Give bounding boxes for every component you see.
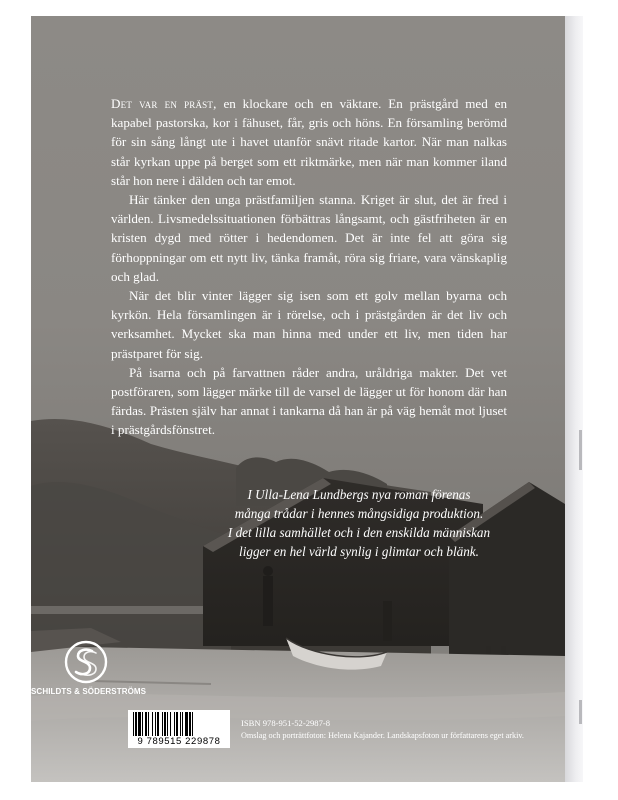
blurb-text: [111, 94, 507, 440]
double-s-monogram-icon: [64, 640, 108, 684]
barcode-bar: [148, 712, 149, 736]
back-cover: [31, 16, 565, 782]
review-quote: [199, 485, 519, 561]
blurb-paragraph-1-rest: en klockare och en väktare. En prästgård med en kapabel pastorska, kor i fähuset, får, gris och höns. En församling berömd för sin sång långt ute i havet utanför snävt ritade kartor. När man nalkas står kyrkan uppe på berget som ett riktmärke, men när man kommer iland står hon nere i dälden och tar emot.: [111, 96, 508, 188]
barcode-bar: [162, 712, 163, 736]
blurb-paragraph-4: På isarna och på farvattnen råder andra, uråldriga makter. Det vet postföraren, som lägger märke till de varsel de lägger ut för honom där han färdas. Prästen själv har annat i tankarna då han är på väg hemåt mot ljuset i prästgårdsfönstret.: [111, 364, 507, 438]
barcode-bar: [133, 712, 134, 736]
barcode-digits: 9 789515 229878: [128, 736, 230, 747]
photo-credits: Omslag och porträttfoton: Helena Kajander. Landskapsfoton ur författarens eget arkiv.: [241, 731, 524, 740]
barcode-bar: [180, 712, 181, 736]
barcode-bar: [170, 712, 171, 736]
barcode-bar: [174, 712, 175, 736]
quote-line: många trådar i hennes mångsidiga produktion.: [234, 506, 484, 521]
barcode-bar: [142, 712, 143, 736]
quote-line: I det lilla samhället och i den enskilda människan: [227, 525, 491, 540]
barcode-bar: [152, 712, 153, 736]
quote-line: I Ulla-Lena Lundbergs nya roman förenas: [247, 487, 471, 502]
barcode-bar: [185, 712, 188, 736]
barcode-bar: [189, 712, 191, 736]
spine-mark: [579, 700, 582, 724]
barcode-bar: [164, 712, 166, 736]
barcode-bar: [157, 712, 159, 736]
blurb-lead: Det var en präst,: [111, 96, 217, 111]
blurb-paragraph-2: Här tänker den unga prästfamiljen stanna. Kriget är slut, det är fred i världen. Livsmedelssituationen förbättras långsamt, och gästfriheten är en kristen dygd med rötter i hedendomen. Det är inte fel att göra sig förhoppningar om ett nytt liv, tänka framåt, röra sig friare, vara vänskaplig och glad.: [111, 192, 507, 284]
spine-mark: [579, 430, 582, 470]
barcode-bar: [138, 712, 141, 736]
quote-line: ligger en hel värld synlig i glimtar och blänk.: [239, 544, 479, 559]
publisher-logo: [31, 640, 147, 696]
barcode: [128, 710, 230, 748]
barcode-bar: [155, 712, 156, 736]
barcode-bar: [182, 712, 183, 736]
barcode-bar: [176, 712, 178, 736]
barcode-bar: [192, 712, 193, 736]
barcode-bar: [145, 712, 147, 736]
blurb-paragraph-3: När det blir vinter lägger sig isen som ett golv mellan byarna och kyrkön. Hela församlingen är i rörelse, och i prästgården är det liv och verksamhet. Mycket ska man hinna med under ett liv, men tiden har prästparet för sig.: [111, 288, 507, 361]
blurb-paragraph-1: [111, 94, 507, 190]
book-spine-edge: [565, 16, 583, 782]
barcode-bar: [167, 712, 168, 736]
publisher-name: SCHILDTS & SÖDERSTRÖMS: [31, 687, 147, 696]
barcode-bar: [135, 712, 137, 736]
barcode-bars: [128, 710, 230, 738]
isbn-text: ISBN 978-951-52-2987-8: [241, 718, 331, 728]
